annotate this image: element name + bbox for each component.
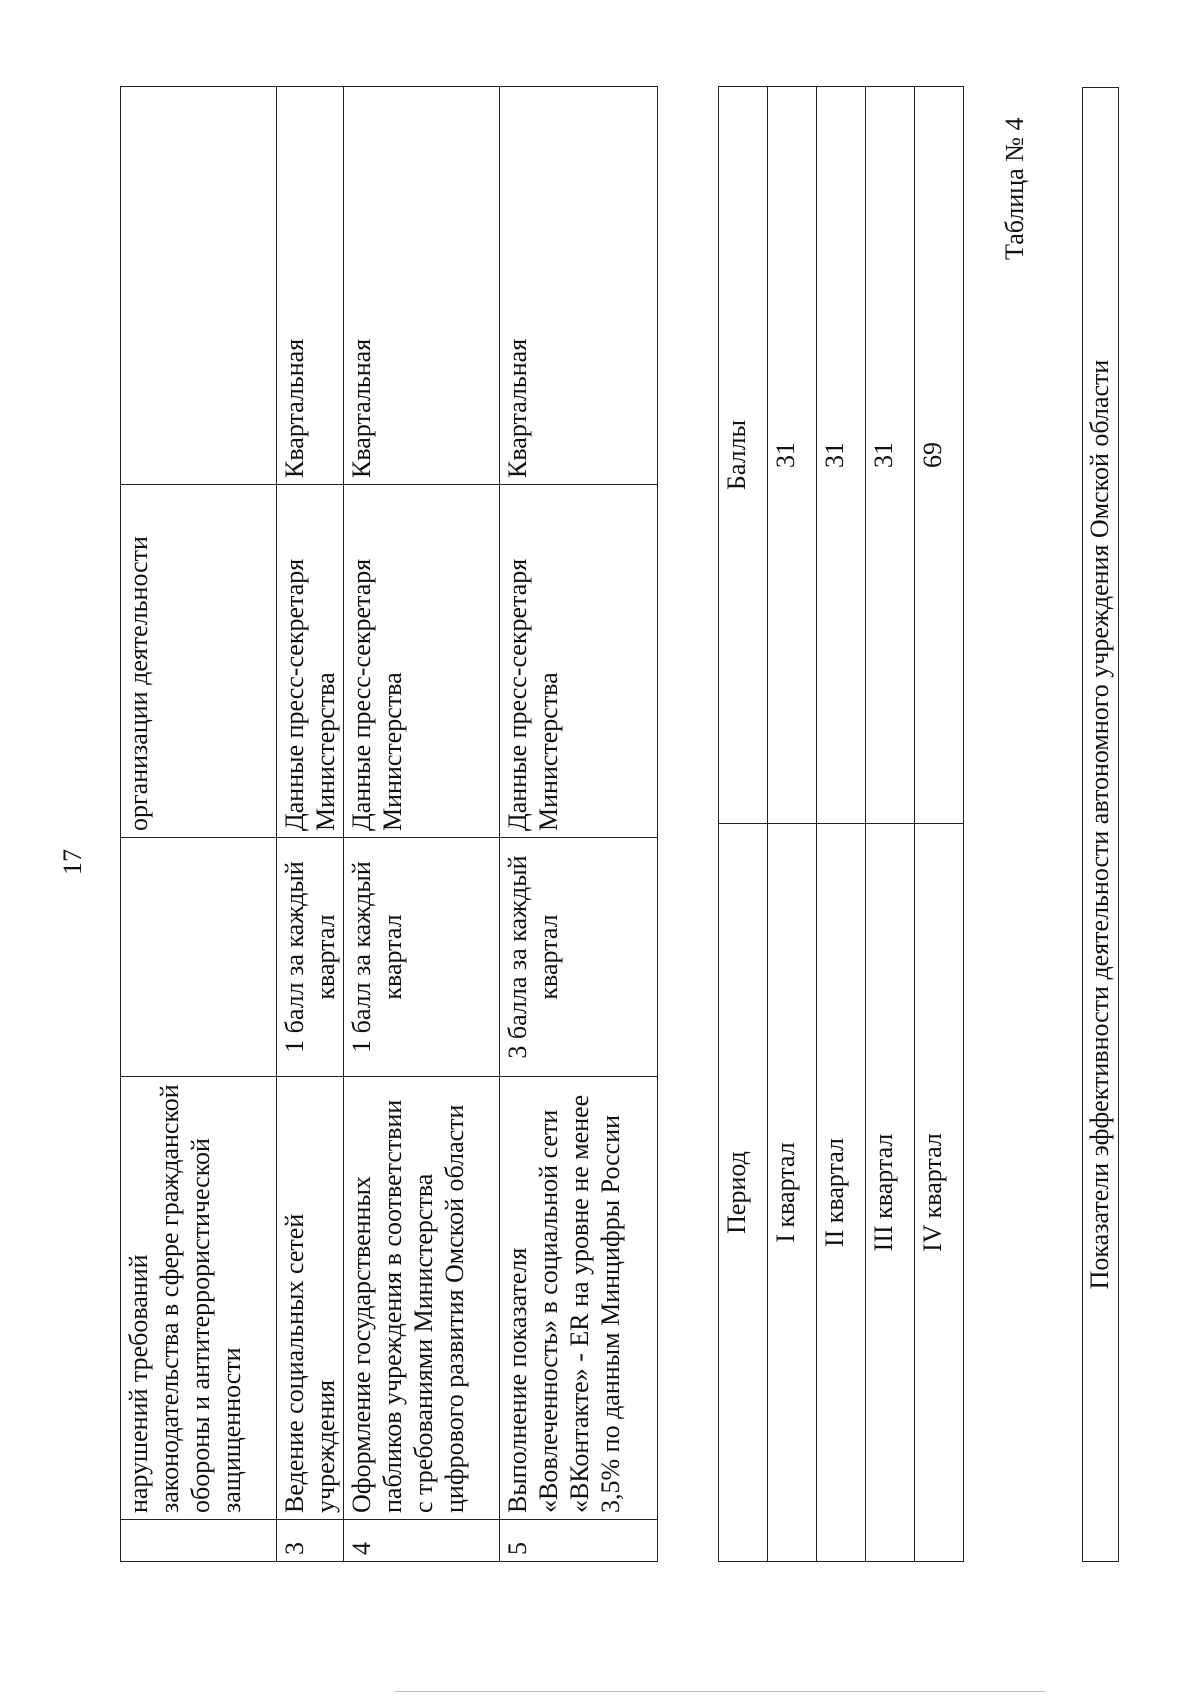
indicator-cell: Выполнение показателя «Вовлеченность» в социальной сети «ВКонтакте» - ER на уровне не менее 3,5% по данным Минцифры России bbox=[500, 1077, 658, 1520]
table-row bbox=[121, 87, 277, 1562]
points-cell: 69 bbox=[915, 87, 964, 824]
points-cell: 31 bbox=[817, 87, 866, 824]
indicator-cell: нарушений требований законодательства в сфере гражданской обороны и антитеррористической защищенности bbox=[121, 1077, 277, 1520]
frequency-cell: Квартальная bbox=[500, 87, 658, 485]
period-cell: IV квартал bbox=[915, 824, 964, 1562]
row-number bbox=[121, 1520, 277, 1562]
row-number: 4 bbox=[344, 1520, 500, 1562]
source-cell: организации деятельности bbox=[121, 485, 277, 838]
table-row bbox=[344, 87, 500, 1562]
indicator-cell: Ведение социальных сетей учреждения bbox=[277, 1077, 344, 1520]
indicators-table bbox=[120, 86, 658, 1562]
points-cell: 1 балл за каждый квартал bbox=[344, 838, 500, 1077]
score-table bbox=[718, 86, 964, 1562]
table4-header bbox=[1082, 87, 1119, 1562]
table4-title: Показатели эффективности деятельности автономного учреждения Омской области bbox=[1083, 88, 1119, 1562]
points-header: Баллы bbox=[719, 87, 768, 824]
indicator-cell: Оформление государственных пабликов учреждения в соответствии с требованиями Министерства цифрового развития Омской области bbox=[344, 1077, 500, 1520]
table-row bbox=[277, 87, 344, 1562]
points-cell: 31 bbox=[866, 87, 915, 824]
table-row bbox=[915, 87, 964, 1562]
frequency-cell: Квартальная bbox=[277, 87, 344, 485]
source-cell: Данные пресс-секретаря Министерства bbox=[344, 485, 500, 838]
table-row bbox=[768, 87, 817, 1562]
table-row bbox=[817, 87, 866, 1562]
row-number: 5 bbox=[500, 1520, 658, 1562]
table-row bbox=[500, 87, 658, 1562]
source-cell: Данные пресс-секретаря Министерства bbox=[500, 485, 658, 838]
frequency-cell bbox=[121, 87, 277, 485]
row-number: 3 bbox=[277, 1520, 344, 1562]
points-cell: 1 балл за каждый квартал bbox=[277, 838, 344, 1077]
period-cell: III квартал bbox=[866, 824, 915, 1562]
points-cell bbox=[121, 838, 277, 1077]
period-cell: I квартал bbox=[768, 824, 817, 1562]
points-cell: 3 балла за каждый квартал bbox=[500, 838, 658, 1077]
table-caption: Таблица № 4 bbox=[1000, 117, 1029, 260]
table-row bbox=[719, 87, 768, 1562]
points-cell: 31 bbox=[768, 87, 817, 824]
period-header: Период bbox=[719, 824, 768, 1562]
page-number: 17 bbox=[58, 849, 87, 875]
period-cell: II квартал bbox=[817, 824, 866, 1562]
table-row bbox=[866, 87, 915, 1562]
scan-edge-line bbox=[395, 1691, 1045, 1692]
frequency-cell: Квартальная bbox=[344, 87, 500, 485]
source-cell: Данные пресс-секретаря Министерства bbox=[277, 485, 344, 838]
